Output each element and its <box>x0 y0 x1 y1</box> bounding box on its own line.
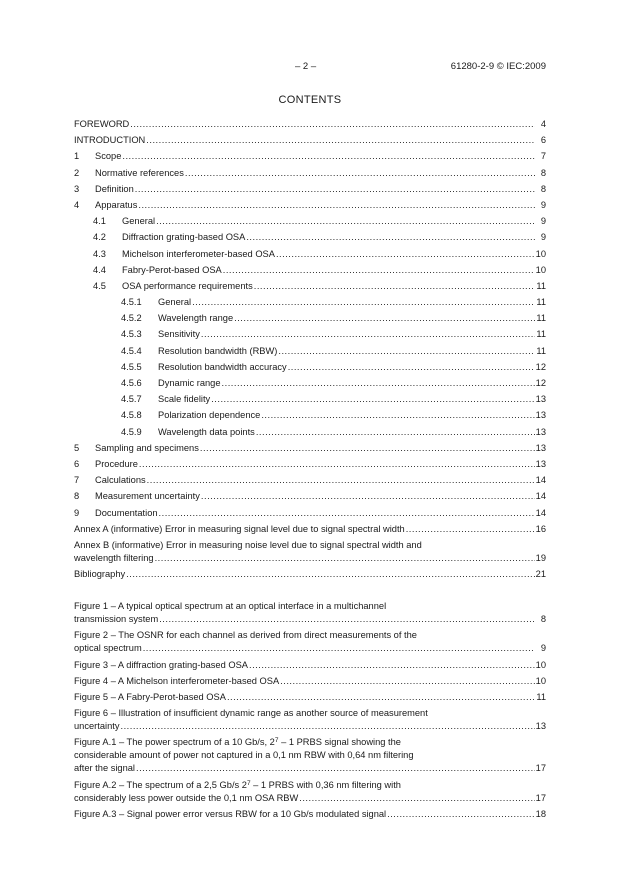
toc-entry[interactable] <box>74 231 546 244</box>
toc-entry[interactable] <box>74 150 546 163</box>
toc-entry-page: 11 <box>536 280 546 291</box>
toc-entry-page: 9 <box>540 216 546 227</box>
toc-figure-a3[interactable] <box>74 808 546 821</box>
toc-entry-title: Sensitivity <box>158 329 200 340</box>
toc-entry-title: Sampling and specimens <box>95 442 199 453</box>
toc-entry-page: 8 <box>540 183 546 194</box>
figure-a2-caption-line2: considerably less power outside the 0,1 nm OSA RBW <box>74 792 299 803</box>
toc-figure-a1[interactable] <box>74 736 546 775</box>
toc-entry-number: 1 <box>74 151 80 162</box>
toc-entry[interactable] <box>74 409 546 422</box>
toc-figure-2[interactable] <box>74 629 546 655</box>
toc-entry[interactable] <box>74 377 546 390</box>
leader-dots <box>185 167 535 180</box>
leader-dots <box>280 675 535 688</box>
leader-dots <box>200 442 535 455</box>
toc-bibliography-title: Bibliography <box>74 569 126 580</box>
toc-entry-page: 8 <box>540 167 546 178</box>
figure-2-caption-line1: Figure 2 – The OSNR for each channel as derived from direct measurements of the <box>74 630 417 641</box>
figure-a1-caption-line2: considerable amount of power not captured in a 0,1 nm RBW with 0,64 nm filtering <box>74 750 414 761</box>
toc-entry-title: General <box>158 297 192 308</box>
toc-entry-number: 4.5.1 <box>121 297 142 308</box>
toc-bibliography[interactable] <box>74 568 546 581</box>
figure-a3-caption: Figure A.3 – Signal power error versus RBW for a 10 Gb/s modulated signal <box>74 808 387 819</box>
toc-annex-a[interactable] <box>74 523 546 536</box>
figure-6-caption-line1: Figure 6 – Illustration of insufficient dynamic range as another source of measurement <box>74 708 428 719</box>
figure-a1-caption-line3: after the signal <box>74 763 135 774</box>
leader-dots <box>159 507 535 520</box>
leader-dots <box>155 552 535 565</box>
figure-2-page: 9 <box>540 643 546 654</box>
toc-entry[interactable] <box>74 393 546 406</box>
toc-annex-b-title-line1: Annex B (informative) Error in measuring noise level due to signal spectral width and <box>74 539 422 550</box>
toc-entry-page: 11 <box>536 313 546 324</box>
leader-dots <box>130 118 535 131</box>
leader-dots <box>246 231 535 244</box>
figure-6-page: 13 <box>535 721 546 732</box>
toc-figure-5[interactable] <box>74 691 546 704</box>
leader-dots <box>120 720 534 733</box>
toc-entry[interactable] <box>74 134 546 147</box>
figure-a2-caption-line1-start: Figure A.2 – The spectrum of a 2,5 Gb/s 2 <box>74 779 247 790</box>
toc-entry-number: 9 <box>74 507 80 518</box>
toc-entry[interactable] <box>74 345 546 358</box>
page-header <box>74 61 546 75</box>
toc-entry-number: 4.5.2 <box>121 313 142 324</box>
figure-a1-caption-line1-end: – 1 PRBS signal showing the <box>278 737 401 748</box>
toc-entry-page: 9 <box>540 199 546 210</box>
toc-entry-title: Measurement uncertainty <box>95 491 200 502</box>
toc-entry[interactable] <box>74 361 546 374</box>
figure-a2-caption-line1 <box>74 779 546 792</box>
toc-entry-title: Scale fidelity <box>158 394 211 405</box>
leader-dots <box>249 659 535 672</box>
toc-entries <box>74 118 546 520</box>
toc-entry-page: 10 <box>535 264 546 275</box>
toc-entry[interactable] <box>74 328 546 341</box>
toc-entry-title: INTRODUCTION <box>74 135 146 146</box>
toc-entry-page: 11 <box>536 297 546 308</box>
toc-annex-a-page: 16 <box>535 523 546 534</box>
leader-dots <box>192 296 535 309</box>
toc-entry-number: 4.5.9 <box>121 426 142 437</box>
leader-dots <box>278 345 535 358</box>
leader-dots <box>387 808 535 821</box>
toc-entry-title: Dynamic range <box>158 378 221 388</box>
toc-entry-number: 4.5.3 <box>121 329 142 340</box>
toc-entry-page: 7 <box>540 151 546 162</box>
toc-entry-page: 13 <box>535 426 546 437</box>
toc-entry-page: 14 <box>535 491 546 502</box>
toc-figure-6[interactable] <box>74 707 546 733</box>
exponent: 7 <box>246 779 251 787</box>
leader-dots <box>299 792 534 805</box>
toc-entry-title: Apparatus <box>95 199 138 210</box>
toc-entry-title: Scope <box>95 151 122 162</box>
toc-entry-title: Resolution bandwidth accuracy <box>158 361 287 372</box>
toc-entry-number: 4.1 <box>93 216 106 227</box>
leader-dots <box>143 642 535 655</box>
toc-entry-page: 13 <box>535 394 546 405</box>
toc-entry-title: Wavelength data points <box>158 426 255 437</box>
toc-entry-page: 11 <box>536 345 546 356</box>
figure-1-caption-line1: Figure 1 – A typical optical spectrum at an optical interface in a multichannel <box>74 601 387 612</box>
toc-entry-number: 4.2 <box>93 232 106 243</box>
toc-entry[interactable] <box>74 264 546 277</box>
toc-entry-number: 4.4 <box>93 264 106 275</box>
figure-3-caption: Figure 3 – A diffraction grating-based OSA <box>74 659 248 670</box>
toc-entry-page: 6 <box>540 135 546 146</box>
toc-entry[interactable] <box>74 312 546 325</box>
toc-entry-title: Polarization dependence <box>158 410 261 421</box>
toc-entry[interactable] <box>74 167 546 180</box>
leader-dots <box>288 361 535 374</box>
leader-dots <box>227 691 535 704</box>
toc-entry[interactable] <box>74 280 546 293</box>
toc-entry-title: Fabry-Perot-based OSA <box>122 264 222 275</box>
toc-entry-page: 13 <box>535 458 546 469</box>
table-of-contents <box>74 118 546 824</box>
leader-dots <box>136 762 535 775</box>
toc-entry-number: 4.5.4 <box>121 345 142 356</box>
toc-entry-title: Normative references <box>95 167 184 178</box>
toc-figure-a2[interactable] <box>74 779 546 805</box>
figure-a2-page: 17 <box>535 792 546 803</box>
toc-entry-page: 9 <box>540 232 546 243</box>
figure-6-caption-line2: uncertainty <box>74 721 120 732</box>
leader-dots <box>222 377 535 390</box>
toc-figure-4[interactable] <box>74 675 546 688</box>
toc-entry-title: OSA performance requirements <box>122 280 253 291</box>
contents-title: CONTENTS <box>278 94 342 106</box>
toc-entry-number: 5 <box>74 442 80 453</box>
toc-bibliography-page: 21 <box>535 569 546 580</box>
toc-entry-page: 12 <box>535 378 546 388</box>
toc-entry-title: General <box>122 216 156 227</box>
leader-dots <box>211 393 534 406</box>
toc-entry-page: 13 <box>535 442 546 453</box>
figure-1-caption-line2: transmission system <box>74 614 159 625</box>
toc-entry-number: 3 <box>74 183 80 194</box>
leader-dots <box>256 426 535 439</box>
toc-entry-number: 4.3 <box>93 248 106 259</box>
toc-entry-title: Wavelength range <box>158 313 234 324</box>
toc-figure-1[interactable] <box>74 600 546 626</box>
leader-dots <box>138 199 535 212</box>
figure-2-caption-line2: optical spectrum <box>74 643 142 654</box>
toc-entry-page: 12 <box>535 361 546 372</box>
toc-entry[interactable] <box>74 490 546 503</box>
leader-dots <box>135 183 535 196</box>
toc-entry-number: 6 <box>74 458 80 469</box>
figure-4-page: 10 <box>535 675 546 686</box>
toc-entry-number: 8 <box>74 491 80 502</box>
leader-dots <box>223 264 535 277</box>
toc-entry-number: 4 <box>74 199 80 210</box>
leader-dots <box>254 280 535 293</box>
toc-entry-title: Diffraction grating-based OSA <box>122 232 246 243</box>
toc-entry-title: Documentation <box>95 507 158 518</box>
toc-entry[interactable] <box>74 507 546 520</box>
leader-dots <box>201 328 535 341</box>
leader-dots <box>276 248 535 261</box>
leader-dots <box>147 474 535 487</box>
toc-entry-page: 4 <box>540 119 546 129</box>
toc-entry-title: Michelson interferometer-based OSA <box>122 248 275 259</box>
toc-entry-number: 7 <box>74 475 80 486</box>
toc-entry-page: 11 <box>536 329 546 340</box>
figure-5-page: 11 <box>536 692 546 702</box>
toc-entry-title: Procedure <box>95 458 138 469</box>
figure-4-caption: Figure 4 – A Michelson interferometer-based OSA <box>74 675 280 686</box>
toc-entry-title: Resolution bandwidth (RBW) <box>158 345 278 356</box>
leader-dots <box>201 490 535 503</box>
toc-entry-page: 14 <box>535 507 546 518</box>
leader-dots <box>406 523 535 536</box>
toc-entry-page: 13 <box>535 410 546 421</box>
toc-entry-title: FOREWORD <box>74 119 130 129</box>
toc-entry[interactable] <box>74 248 546 261</box>
toc-entry-number: 4.5.5 <box>121 361 142 372</box>
toc-entry[interactable] <box>74 215 546 228</box>
toc-entry[interactable] <box>74 474 546 487</box>
toc-entry-title: Calculations <box>95 475 146 486</box>
figure-3-page: 10 <box>535 659 546 670</box>
figure-a3-page: 18 <box>535 808 546 819</box>
leader-dots <box>122 150 535 163</box>
toc-entry-page: 14 <box>535 475 546 486</box>
toc-figure-3[interactable] <box>74 659 546 672</box>
section-gap <box>74 584 546 600</box>
toc-entry-number: 4.5 <box>93 280 106 291</box>
leader-dots <box>234 312 535 325</box>
exponent: 7 <box>274 737 279 745</box>
toc-entry-number: 4.5.6 <box>121 378 142 388</box>
figure-5-caption: Figure 5 – A Fabry-Perot-based OSA <box>74 692 226 702</box>
figure-a1-page: 17 <box>535 763 546 774</box>
toc-entry-number: 4.5.7 <box>121 394 142 405</box>
toc-entry[interactable] <box>74 426 546 439</box>
toc-annex-a-title: Annex A (informative) Error in measuring signal level due to signal spectral width <box>74 523 405 534</box>
leader-dots <box>139 458 535 471</box>
toc-entry[interactable] <box>74 296 546 309</box>
toc-entry-number: 2 <box>74 167 80 178</box>
figure-a2-caption-line1-end: – 1 PRBS with 0,36 nm filtering with <box>250 779 401 790</box>
leader-dots <box>146 134 535 147</box>
toc-entry[interactable] <box>74 442 546 455</box>
leader-dots <box>261 409 534 422</box>
figure-a1-caption-line1 <box>74 736 546 749</box>
toc-annex-b[interactable] <box>74 539 546 565</box>
leader-dots <box>159 613 535 626</box>
standard-reference: 61280-2-9 © IEC:2009 <box>450 61 546 72</box>
toc-annex-b-page: 19 <box>535 552 546 563</box>
leader-dots <box>126 568 534 581</box>
toc-annex-b-title-line2: wavelength filtering <box>74 552 154 563</box>
toc-entry[interactable] <box>74 183 546 196</box>
toc-entry[interactable] <box>74 199 546 212</box>
toc-entry[interactable] <box>74 118 546 131</box>
figure-a1-caption-line1-start: Figure A.1 – The power spectrum of a 10 Gb/s, 2 <box>74 737 275 748</box>
page-number: – 2 – <box>295 61 317 72</box>
toc-entry-title: Definition <box>95 183 134 194</box>
figure-1-page: 8 <box>540 614 546 625</box>
leader-dots <box>156 215 535 228</box>
toc-entry-number: 4.5.8 <box>121 410 142 421</box>
toc-entry[interactable] <box>74 458 546 471</box>
toc-entry-page: 10 <box>535 248 546 259</box>
